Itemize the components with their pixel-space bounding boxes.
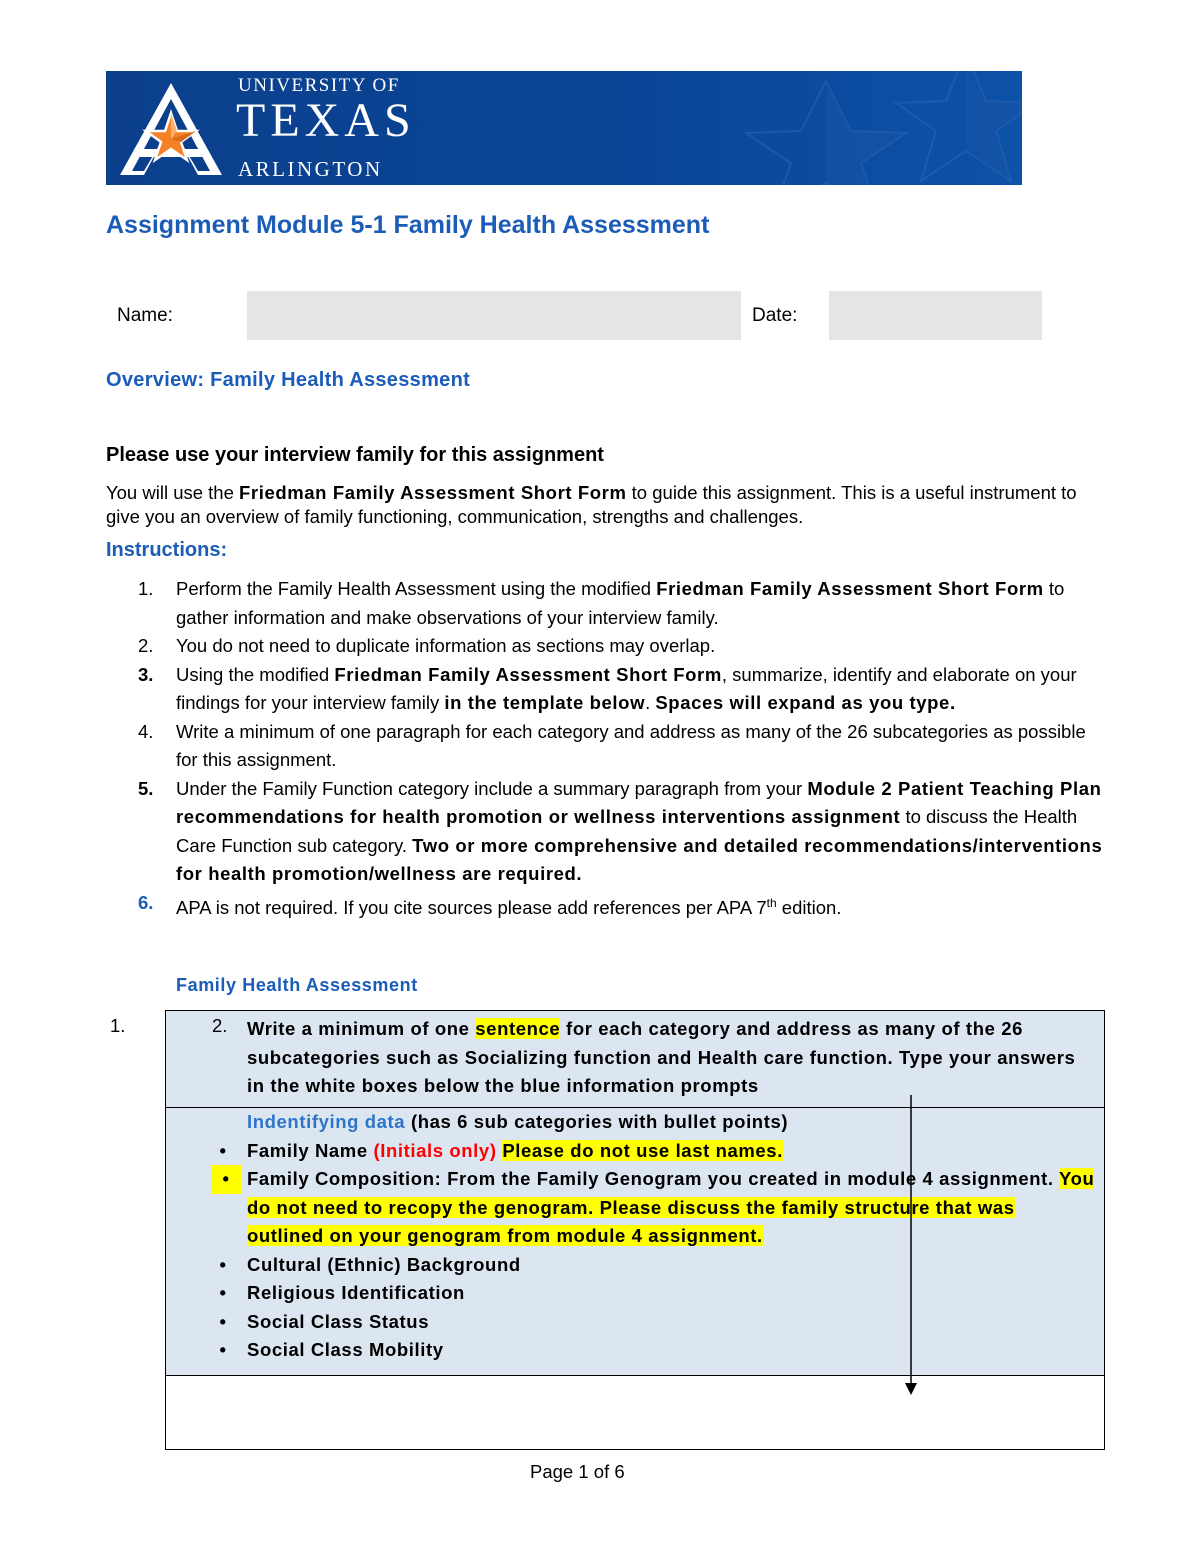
row-number: 2.: [212, 1015, 228, 1036]
instructions-list: [106, 575, 1106, 922]
list-text: You do not need to duplicate information as sections may overlap.: [176, 635, 716, 656]
bullet-item: [219, 1336, 1097, 1365]
list-text-bold: Spaces will expand as you type.: [655, 692, 956, 713]
heading-rest: (has 6 sub categories with bullet points): [405, 1111, 789, 1132]
list-number: 4.: [138, 720, 154, 742]
date-field[interactable]: [829, 291, 1042, 340]
list-text: Using the modified: [176, 663, 335, 685]
list-text: APA is not required. If you cite sources please add references per APA 7: [176, 896, 767, 918]
table-row-identifying-data: [166, 1108, 1104, 1376]
bullet-icon: •: [219, 1282, 227, 1303]
intro-text-bold: Friedman Family Assessment Short Form: [239, 482, 627, 503]
page-number: Page 1 of 6: [530, 1461, 625, 1482]
table-row-instructions: [166, 1011, 1104, 1108]
family-health-assessment-heading: Family Health Assessment: [176, 975, 418, 995]
list-text-bold: Two or more comprehensive and detailed recommendations/interventions for health promotion/wellness are required.: [176, 834, 1103, 884]
row-instruction-text: [247, 1015, 1097, 1101]
bullet-item: [219, 1279, 1097, 1308]
bullet-text: Cultural (Ethnic) Background: [247, 1253, 521, 1275]
bullet-icon: •: [219, 1310, 227, 1332]
logo-text-texas: TEXAS: [236, 94, 416, 147]
list-item: [106, 632, 1106, 661]
bullet-icon: •: [219, 1339, 227, 1360]
list-text-superscript: th: [766, 895, 777, 910]
please-heading: Please use your interview family for this assignment: [106, 444, 604, 466]
bullet-item: [219, 1308, 1097, 1337]
list-number: 2.: [138, 635, 154, 656]
intro-text-pre: You will use the: [106, 482, 240, 503]
bullet-text: Social Class Mobility: [247, 1339, 444, 1360]
list-text: to gather information and make observations of your interview family.: [176, 578, 1065, 628]
list-text-bold: Module 2 Patient Teaching Plan recommendations for health promotion or wellness interventions assignment: [176, 777, 1102, 827]
logo-text-university-of: UNIVERSITY OF: [238, 75, 400, 96]
bullet-item: [219, 1251, 1097, 1280]
list-text-bold: Friedman Family Assessment Short Form: [334, 663, 722, 685]
overview-heading: Overview: Family Health Assessment: [106, 369, 471, 391]
bullet-text-highlight: Please do not use last names.: [502, 1139, 783, 1161]
list-item: [106, 575, 1106, 632]
page-title: Assignment Module 5-1 Family Health Assessment: [106, 211, 710, 239]
row-text: Write a minimum of one: [247, 1018, 476, 1039]
list-text: Under the Family Function category include a summary paragraph from your: [176, 777, 808, 799]
list-text: edition.: [776, 896, 842, 918]
bullet-text: Family Composition: From the Family Genogram you created in module 4 assignment.: [247, 1168, 1060, 1189]
list-number: 5.: [138, 777, 154, 799]
row-text-highlight: sentence: [475, 1018, 561, 1039]
identifying-data-prompt: [219, 1108, 1097, 1365]
bullet-icon: •: [219, 1253, 227, 1275]
list-text: Perform the Family Health Assessment using the modified: [176, 578, 657, 599]
logo-text-arlington: ARLINGTON: [238, 157, 383, 181]
bullet-item: [222, 1165, 1097, 1251]
bullet-text: Family Name: [247, 1139, 374, 1161]
ut-arlington-a-logo-icon: [116, 79, 226, 179]
list-text: to discuss the Health Care Function sub category.: [176, 806, 1078, 856]
list-number: 6.: [138, 891, 154, 913]
list-item: [106, 889, 1106, 923]
outer-list-number: 1.: [110, 1015, 126, 1036]
bullet-text: Social Class Status: [247, 1310, 430, 1332]
bullet-icon: •: [211, 1165, 241, 1194]
date-label: Date:: [752, 305, 798, 326]
heading-blue: Indentifying data: [247, 1111, 406, 1132]
list-text: Write a minimum of one paragraph for each category and address as many of the 26 subcategories as possible for this assignment.: [176, 720, 1086, 770]
list-text: .: [645, 692, 656, 713]
list-number: 1.: [138, 578, 154, 599]
bullet-text-red: (Initials only): [373, 1139, 497, 1161]
assessment-table: [165, 1010, 1105, 1450]
bullet-icon: •: [219, 1139, 227, 1161]
identifying-data-heading: [247, 1108, 1097, 1137]
university-banner: [106, 71, 1022, 185]
down-arrow-icon: [903, 1095, 919, 1400]
intro-text-post: to guide this assignment. This is a useful instrument to give you an overview of family functioning, communication, strengths and challenges.: [106, 482, 1077, 527]
answer-box[interactable]: [166, 1376, 1104, 1449]
list-text-bold: Friedman Family Assessment Short Form: [656, 578, 1044, 599]
list-text-bold: in the template below: [444, 692, 646, 713]
bullet-item: [219, 1137, 1097, 1166]
name-label: Name:: [117, 305, 173, 326]
list-item: [106, 718, 1106, 775]
name-field[interactable]: [247, 291, 741, 340]
list-number: 3.: [138, 663, 154, 685]
bullet-text: Religious Identification: [247, 1282, 465, 1303]
list-text: , summarize, identify and elaborate on your findings for your interview family: [176, 663, 1077, 713]
list-item: [106, 775, 1106, 889]
bullet-text-highlight: You do not need to recopy the genogram. Please discuss the family structure that was outlined on your genogram from module 4 assignment.: [247, 1168, 1095, 1246]
list-item: [106, 661, 1106, 718]
intro-paragraph: [106, 481, 1106, 529]
instructions-heading: Instructions:: [106, 539, 228, 561]
row-text: for each category and address as many of the 26 subcategories such as Socializing function and Health care function. Type your answers in the white boxes below the blue information prompts: [247, 1018, 1076, 1096]
